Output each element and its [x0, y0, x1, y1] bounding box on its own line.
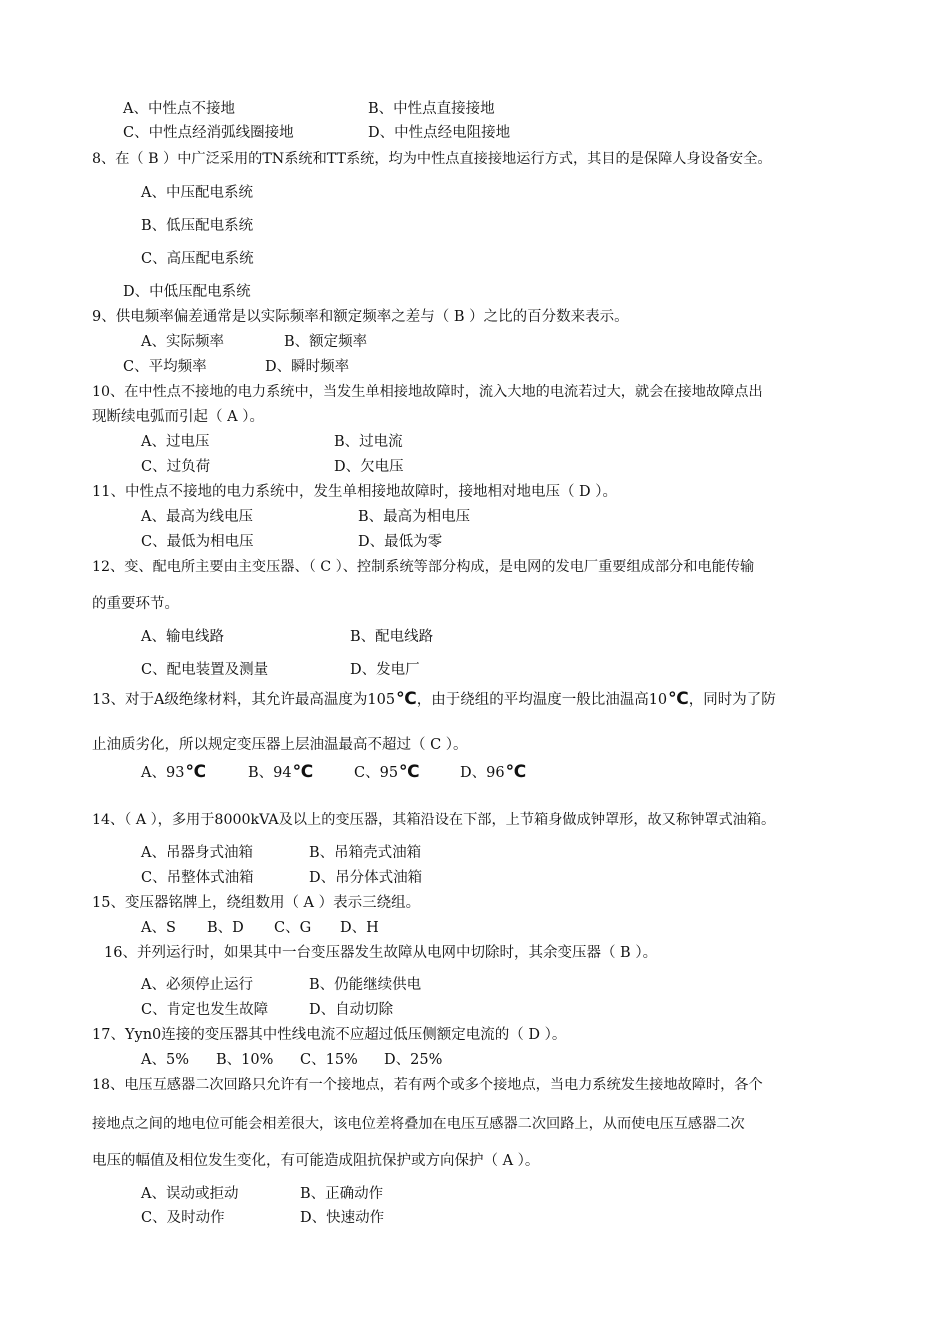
q7-option-c: C、中性点经消弧线圈接地	[123, 125, 294, 141]
q14-option-b: B、吊箱壳式油箱	[309, 845, 422, 861]
q12-option-b: B、配电线路	[350, 629, 434, 645]
q17-stem: 17、Yyn0连接的变压器其中性线电流不应超过低压侧额定电流的（ D ）。	[92, 1027, 567, 1043]
q10-option-a: A、过电压	[141, 434, 210, 450]
q13-option-d-text: D、96	[460, 765, 505, 781]
q13-stem-line2: 止油质劣化，所以规定变压器上层油温最高不超过（ C ）。	[92, 737, 468, 753]
q13-option-a-text: A、93	[141, 765, 185, 781]
q13-option-c-text: C、95	[354, 765, 399, 781]
q11-option-d: D、最低为零	[358, 534, 443, 550]
q8-stem: 8、在（ B ）中广泛采用的TN系统和TT系统，均为中性点直接接地运行方式，其目的是保障人身设备安全。	[92, 151, 772, 167]
q16-stem: 16、并列运行时，如果其中一台变压器发生故障从电网中切除时，其余变压器（ B ）。	[104, 945, 658, 961]
q8-option-a: A、中压配电系统	[141, 185, 253, 201]
q10-option-d: D、欠电压	[334, 459, 404, 475]
q15-stem: 15、变压器铭牌上，绕组数用（ A ）表示三绕组。	[92, 895, 421, 911]
q10-stem-line2: 现断续电弧而引起（ A ）。	[92, 409, 264, 425]
q18-stem-line1: 18、电压互感器二次回路只允许有一个接地点，若有两个或多个接地点，当电力系统发生接地故障时，各个	[92, 1077, 763, 1093]
q13-option-b-text: B、94	[248, 765, 292, 781]
q15-option-a: A、S	[141, 920, 176, 936]
q12-option-d: D、发电厂	[350, 662, 420, 678]
celsius-symbol: ℃	[399, 762, 420, 782]
q13-option-b	[248, 762, 313, 783]
q15-option-c: C、G	[274, 920, 312, 936]
q14-option-d: D、吊分体式油箱	[309, 870, 423, 886]
q13-stem-line1	[92, 689, 776, 710]
q14-stem: 14、（ A ），多用于8000kVA及以上的变压器，其箱沿设在下部，上节箱身做成钟罩形，故又称钟罩式油箱。	[92, 812, 776, 828]
q9-option-c: C、平均频率	[123, 359, 207, 375]
q8-option-b: B、低压配电系统	[141, 218, 254, 234]
q13-stem-part1: 13、对于A级绝缘材料，其允许最高温度为105	[92, 692, 396, 708]
q18-option-a: A、误动或拒动	[141, 1186, 239, 1202]
q16-option-a: A、必须停止运行	[141, 977, 253, 993]
celsius-symbol: ℃	[668, 689, 689, 709]
q7-option-b: B、中性点直接接地	[368, 101, 495, 117]
q10-option-b: B、过电流	[334, 434, 403, 450]
q11-option-b: B、最高为相电压	[358, 509, 471, 525]
q12-stem-line1: 12、变、配电所主要由主变压器、（ C ）、控制系统等部分构成，是电网的发电厂重要组成部分和电能传输	[92, 559, 755, 575]
q17-option-b: B、10%	[216, 1052, 274, 1068]
q18-option-d: D、快速动作	[300, 1210, 385, 1226]
q8-option-c: C、高压配电系统	[141, 251, 254, 267]
q15-option-d: D、H	[340, 920, 379, 936]
q13-option-d	[460, 762, 526, 783]
celsius-symbol: ℃	[185, 762, 207, 782]
q17-option-c: C、15%	[300, 1052, 358, 1068]
q18-stem-line2: 接地点之间的地电位可能会相差很大，该电位差将叠加在电压互感器二次回路上，从而使电压互感器二次	[92, 1116, 745, 1132]
q17-option-d: D、25%	[384, 1052, 443, 1068]
q10-option-c: C、过负荷	[141, 459, 211, 475]
celsius-symbol: ℃	[505, 762, 527, 782]
q7-option-a: A、中性点不接地	[123, 101, 235, 117]
q11-option-a: A、最高为线电压	[141, 509, 253, 525]
q13-stem-part3: ，同时为了防	[688, 692, 776, 708]
q14-option-c: C、吊整体式油箱	[141, 870, 254, 886]
q9-option-d: D、瞬时频率	[265, 359, 350, 375]
q18-option-b: B、正确动作	[300, 1186, 384, 1202]
q16-option-d: D、自动切除	[309, 1002, 394, 1018]
q18-stem-line3: 电压的幅值及相位发生变化，有可能造成阻抗保护或方向保护（ A ）。	[92, 1153, 540, 1169]
q17-option-a: A、5%	[141, 1052, 189, 1068]
q7-option-d: D、中性点经电阻接地	[368, 125, 511, 141]
q13-option-a	[141, 762, 206, 783]
q13-stem-part2: ，由于绕组的平均温度一般比油温高10	[416, 692, 668, 708]
q9-option-b: B、额定频率	[284, 334, 368, 350]
q8-option-d: D、中低压配电系统	[123, 284, 251, 300]
q18-option-c: C、及时动作	[141, 1210, 225, 1226]
q16-option-c: C、肯定也发生故障	[141, 1002, 269, 1018]
q9-option-a: A、实际频率	[141, 334, 224, 350]
q9-stem: 9、供电频率偏差通常是以实际频率和额定频率之差与（ B ）之比的百分数来表示。	[92, 309, 629, 325]
q12-option-a: A、输电线路	[141, 629, 224, 645]
q15-option-b: B、D	[207, 920, 244, 936]
q13-option-c	[354, 762, 420, 783]
celsius-symbol: ℃	[292, 762, 314, 782]
q11-option-c: C、最低为相电压	[141, 534, 254, 550]
q10-stem-line1: 10、在中性点不接地的电力系统中，当发生单相接地故障时，流入大地的电流若过大，就会在接地故障点出	[92, 384, 763, 400]
q12-stem-line2: 的重要环节。	[92, 596, 179, 612]
q12-option-c: C、配电装置及测量	[141, 662, 269, 678]
celsius-symbol: ℃	[396, 689, 417, 709]
q14-option-a: A、吊器身式油箱	[141, 845, 253, 861]
q16-option-b: B、仍能继续供电	[309, 977, 422, 993]
q11-stem: 11、中性点不接地的电力系统中，发生单相接地故障时，接地相对地电压（ D ）。	[92, 484, 618, 500]
